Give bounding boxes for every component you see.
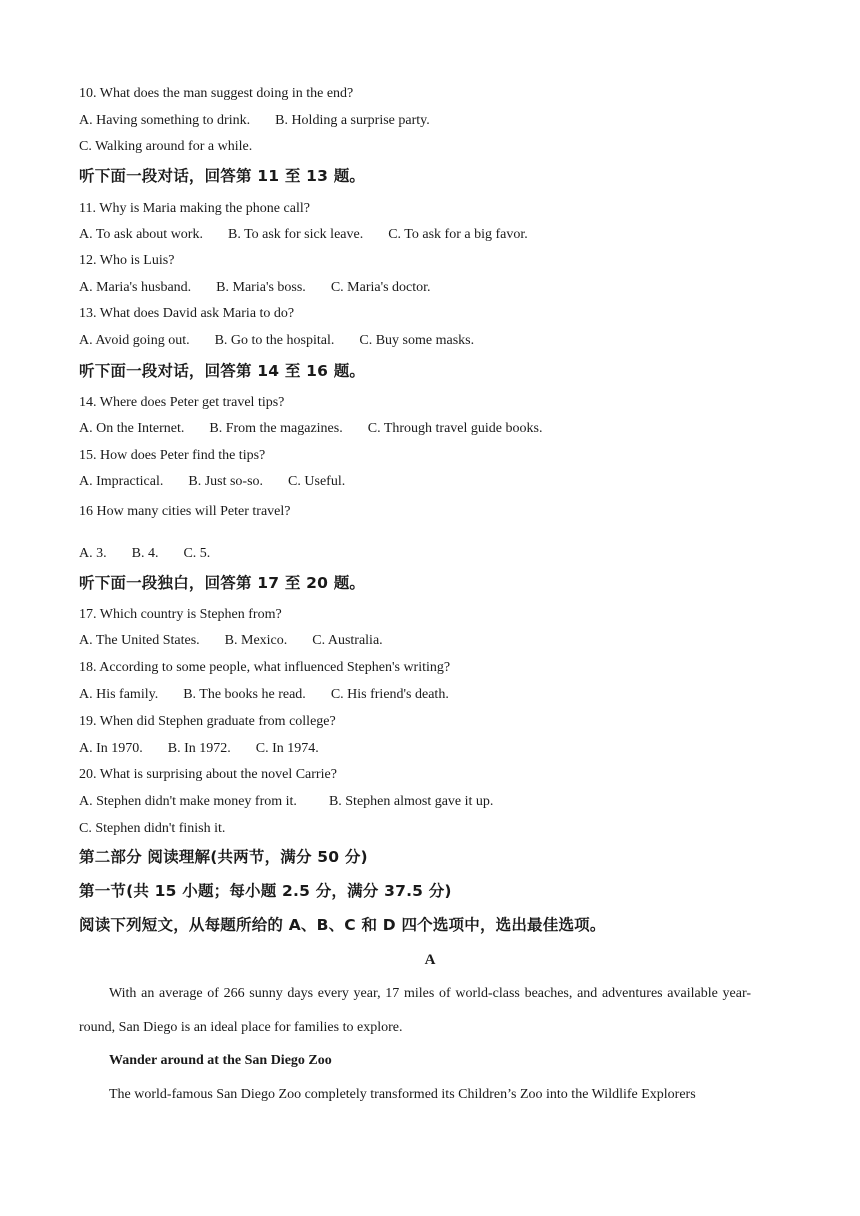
option-c: C. His friend's death.	[330, 687, 449, 702]
option-b: B. Go to the hospital.	[214, 333, 335, 348]
option-c: C. To ask for a big favor.	[388, 227, 528, 242]
question-text: 17. Which country is Stephen from?	[79, 607, 282, 622]
option-b: B. Stephen almost gave it up.	[328, 794, 494, 809]
option-b: B. To ask for sick leave.	[227, 227, 364, 242]
section-heading: 阅读下列短文，从每题所给的 A、B、C 和 D 四个选项中，选出最佳选项。	[79, 916, 606, 934]
section-heading: 听下面一段对话，回答第 14 至 16 题。	[79, 362, 366, 380]
options-line	[79, 740, 319, 758]
options-line	[79, 632, 383, 650]
passage-subheading: Wander around at the San Diego Zoo	[109, 1053, 332, 1068]
section-heading: 听下面一段对话，回答第 11 至 13 题。	[79, 167, 366, 185]
option-a: C. Walking around for a while.	[79, 139, 253, 154]
option-a: A. In 1970.	[79, 741, 143, 756]
option-b: B. The books he read.	[183, 687, 306, 702]
option-a: A. Impractical.	[79, 474, 164, 489]
options-line	[79, 226, 528, 244]
options-line	[79, 473, 345, 491]
section-heading: 第二部分 阅读理解(共两节，满分 50 分)	[79, 848, 368, 866]
option-a: A. To ask about work.	[79, 227, 203, 242]
option-c: C. Useful.	[288, 474, 346, 489]
option-a: A. The United States.	[79, 633, 200, 648]
question-text: 16 How many cities will Peter travel?	[79, 504, 291, 519]
option-a: A. Having something to drink.	[79, 113, 251, 128]
option-a: A. Avoid going out.	[79, 333, 190, 348]
options-line	[79, 332, 474, 350]
option-c: C. Through travel guide books.	[367, 421, 543, 436]
option-b: B. Mexico.	[224, 633, 288, 648]
option-c: C. Australia.	[312, 633, 383, 648]
section-heading: 听下面一段独白，回答第 17 至 20 题。	[79, 574, 366, 592]
option-a: C. Stephen didn't finish it.	[79, 821, 226, 836]
options-line	[79, 279, 431, 297]
option-b: B. Just so-so.	[188, 474, 264, 489]
option-a: A. His family.	[79, 687, 159, 702]
question-text: 13. What does David ask Maria to do?	[79, 306, 295, 321]
question-text: 19. When did Stephen graduate from college?	[79, 714, 336, 729]
passage-intro: With an average of 266 sunny days every year, 17 miles of world-class beaches, and adventures available year-round, San Diego is an ideal place for families to explore.	[79, 986, 751, 1035]
option-c: C. Maria's doctor.	[330, 280, 431, 295]
options-line	[79, 793, 493, 811]
option-c: C. 5.	[183, 546, 211, 561]
option-b: B. Maria's boss.	[216, 280, 306, 295]
option-a: A. Maria's husband.	[79, 280, 192, 295]
question-text: 14. Where does Peter get travel tips?	[79, 395, 285, 410]
option-a: A. Stephen didn't make money from it.	[79, 794, 297, 809]
option-b: B. Holding a surprise party.	[275, 113, 430, 128]
options-line	[79, 545, 210, 563]
passage-body: The world-famous San Diego Zoo completely transformed its Children’s Zoo into the Wildlife Explorers	[109, 1087, 696, 1102]
question-text: 18. According to some people, what influenced Stephen's writing?	[79, 660, 451, 675]
section-heading: 第一节(共 15 小题；每小题 2.5 分，满分 37.5 分)	[79, 882, 452, 900]
options-line	[79, 686, 449, 704]
question-text: 12. Who is Luis?	[79, 253, 175, 268]
question-text: 20. What is surprising about the novel Carrie?	[79, 767, 337, 782]
question-text: 11. Why is Maria making the phone call?	[79, 201, 310, 216]
option-b: B. 4.	[131, 546, 159, 561]
option-a: A. On the Internet.	[79, 421, 185, 436]
options-line	[79, 112, 430, 130]
options-line	[79, 820, 225, 838]
question-text: 15. How does Peter find the tips?	[79, 448, 266, 463]
option-b: B. From the magazines.	[209, 421, 343, 436]
option-c: C. Buy some masks.	[359, 333, 475, 348]
option-c: C. In 1974.	[255, 741, 319, 756]
question-text: 10. What does the man suggest doing in the end?	[79, 86, 354, 101]
option-b: B. In 1972.	[167, 741, 231, 756]
options-line	[79, 420, 542, 438]
options-line	[79, 138, 252, 156]
option-a: A. 3.	[79, 546, 107, 561]
passage-letter: A	[424, 952, 436, 968]
